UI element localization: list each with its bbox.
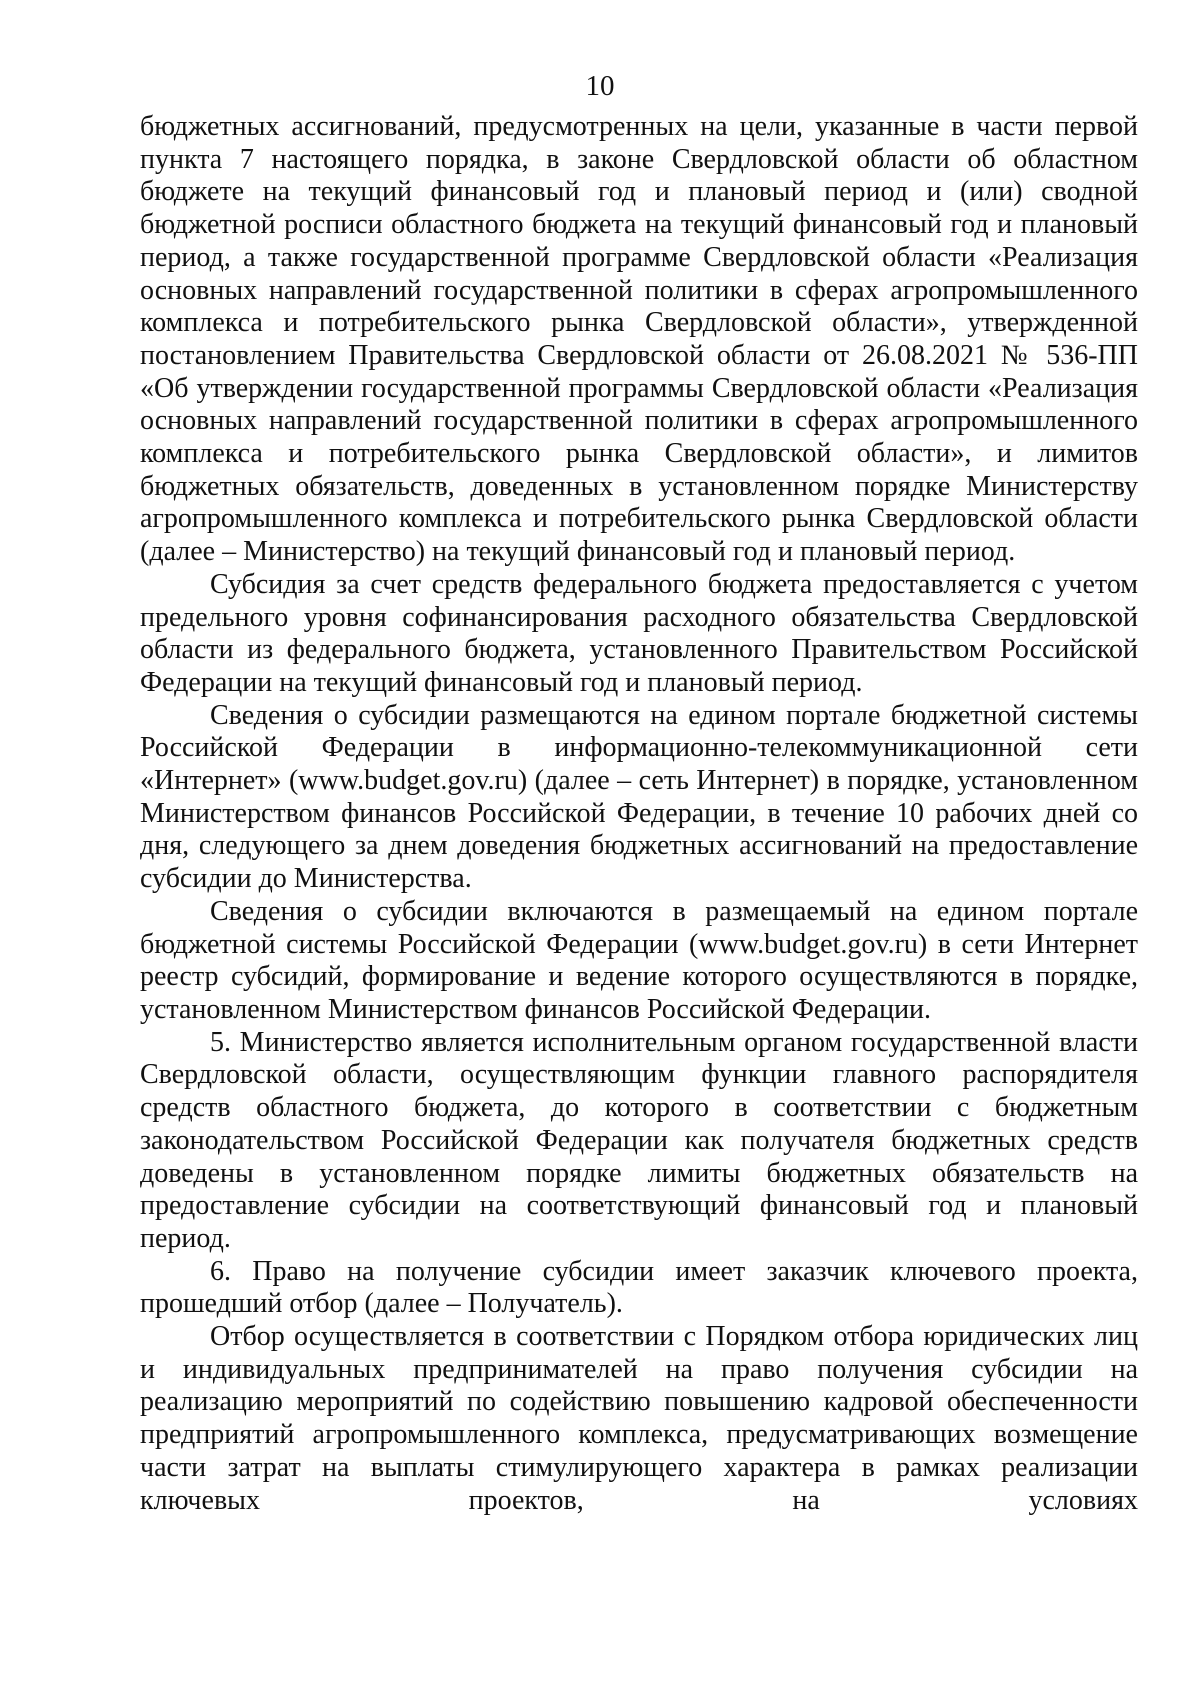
paragraph: Сведения о субсидии размещаются на едином портале бюджетной системы Российской Федерации в информационно-телекоммуникационной сети «Интернет» (www.budget.gov.ru) (далее – сеть Интернет) в порядке, установленном Министерством финансов Российской Федерации, в течение 10 рабочих дней со дня, следующего за днем доведения бюджетных ассигнований на предоставление субсидии до Министерства. <box>140 699 1138 895</box>
page-number: 10 <box>585 70 615 102</box>
paragraph: Отбор осуществляется в соответствии с Порядком отбора юридических лиц и индивидуальных предпринимателей на право получения субсидии на реализацию мероприятий по содействию повышению кадровой обеспеченности предприятий агропромышленного комплекса, предусматривающих возмещение части затрат на выплаты стимулирующего характера в рамках реализации ключевых проектов, на условиях <box>140 1321 1138 1516</box>
paragraph: 6. Право на получение субсидии имеет заказчик ключевого проекта, прошедший отбор (далее – Получатель). <box>140 1255 1138 1320</box>
paragraph: бюджетных ассигнований, предусмотренных на цели, указанные в части первой пункта 7 настоящего порядка, в законе Свердловской области об областном бюджете на текущий финансовый год и плановый период и (или) сводной бюджетной росписи областного бюджета на текущий финансовый год и плановый период, а также государственной программе Свердловской области «Реализация основных направлений государственной политики в сферах агропромышленного комплекса и потребительского рынка Свердловской области», утвержденной постановлением Правительства Свердловской области от 26.08.2021 № 536-ПП «Об утверждении государственной программы Свердловской области «Реализация основных направлений государственной политики в сферах агропромышленного комплекса и потребительского рынка Свердловской области», и лимитов бюджетных обязательств, доведенных в установленном порядке Министерству агропромышленного комплекса и потребительского рынка Свердловской области (далее – Министерство) на текущий финансовый год и плановый период. <box>140 111 1138 568</box>
paragraph: Субсидия за счет средств федерального бюджета предоставляется с учетом предельного уровня софинансирования расходного обязательства Свердловской области из федерального бюджета, установленного Правительством Российской Федерации на текущий финансовый год и плановый период. <box>140 568 1138 698</box>
paragraph: Сведения о субсидии включаются в размещаемый на едином портале бюджетной системы Российской Федерации (www.budget.gov.ru) в сети Интернет реестр субсидий, формирование и ведение которого осуществляются в порядке, установленном Министерством финансов Российской Федерации. <box>140 895 1138 1025</box>
paragraph: 5. Министерство является исполнительным органом государственной власти Свердловской области, осуществляющим функции главного распорядителя средств областного бюджета, до которого в соответствии с бюджетным законодательством Российской Федерации как получателя бюджетных средств доведены в установленном порядке лимиты бюджетных обязательств на предоставление субсидии на соответствующий финансовый год и плановый период. <box>140 1026 1138 1254</box>
document-body <box>140 111 1138 1517</box>
